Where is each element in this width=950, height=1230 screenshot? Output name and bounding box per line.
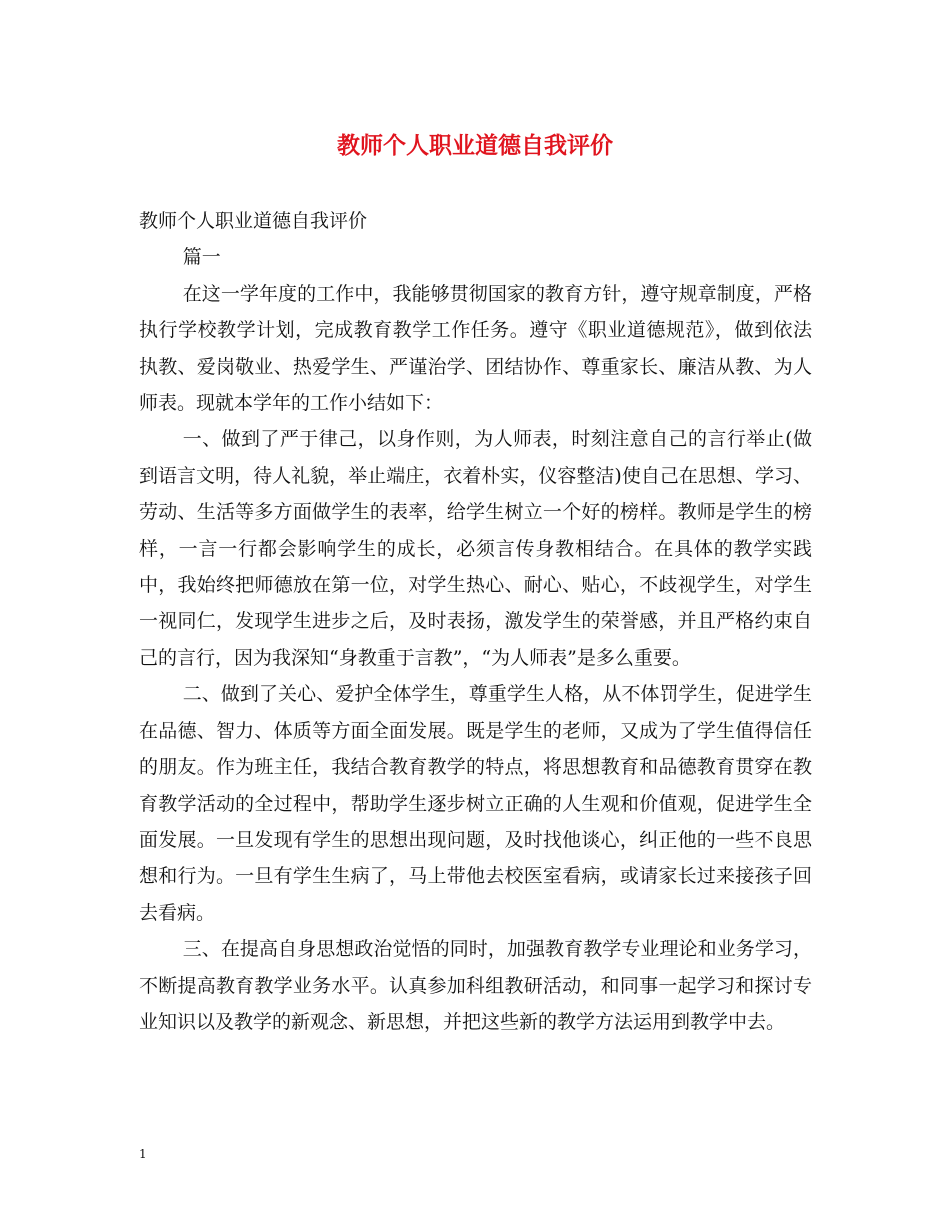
paragraph-point-two: 二、做到了关心、爱护全体学生，尊重学生人格，从不体罚学生，促进学生在品德、智力、体质等方面全面发展。既是学生的老师，又成为了学生值得信任的朋友。作为班主任，我结合教育教学的特点，将思想教育和品德教育贯穿在教育教学活动的全过程中，帮助学生逐步树立正确的人生观和价值观，促进学生全面发展。一旦发现有学生的思想出现问题，及时找他谈心，纠正他的一些不良思想和行为。一旦有学生生病了，马上带他去校医室看病，或请家长过来接孩子回去看病。 (139, 683, 812, 924)
section-label: 篇一 (182, 246, 221, 269)
document-title: 教师个人职业道德自我评价 (337, 132, 613, 159)
document-body (139, 203, 812, 1040)
subtitle: 教师个人职业道德自我评价 (139, 210, 368, 232)
paragraph-point-one: 一、做到了严于律己，以身作则，为人师表，时刻注意自己的言行举止(做到语言文明，待人礼貌，举止端庄，衣着朴实，仪容整洁)使自己在思想、学习、劳动、生活等多方面做学生的表率，给学生树立一个好的榜样。教师是学生的榜样，一言一行都会影响学生的成长，必须言传身教相结合。在具体的教学实践中，我始终把师德放在第一位，对学生热心、耐心、贴心，不歧视学生，对学生一视同仁，发现学生进步之后，及时表扬，激发学生的荣誉感，并且严格约束自己的言行，因为我深知“身教重于言教”，“为人师表”是多么重要。 (139, 428, 812, 669)
page-number: 1 (139, 1147, 147, 1161)
paragraph-point-three: 三、在提高自身思想政治觉悟的同时，加强教育教学专业理论和业务学习，不断提高教育教学业务水平。认真参加科组教研活动，和同事一起学习和探讨专业知识以及教学的新观念、新思想，并把这些新的教学方法运用到教学中去。 (139, 938, 812, 1033)
paragraph-intro: 在这一学年度的工作中，我能够贯彻国家的教育方针，遵守规章制度，严格执行学校教学计划，完成教育教学工作任务。遵守《职业道德规范》，做到依法执教、爱岗敬业、热爱学生、严谨治学、团结协作、尊重家长、廉洁从教、为人师表。现就本学年的工作小结如下： (139, 282, 812, 415)
